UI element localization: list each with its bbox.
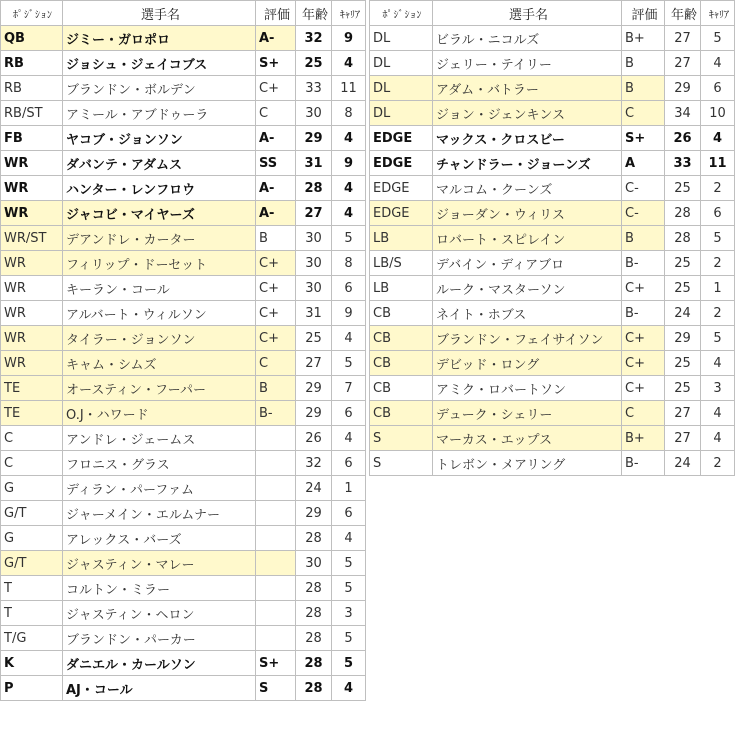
player-name-cell: ジミー・ガロポロ: [63, 26, 256, 51]
age-cell: 33: [296, 76, 332, 101]
table-row: [1, 76, 366, 101]
age-cell: 29: [665, 76, 701, 101]
position-cell: T/G: [1, 626, 63, 651]
position-cell: G: [1, 476, 63, 501]
player-name-cell: ジョン・ジェンキンス: [433, 101, 622, 126]
player-name-cell: ダニエル・カールソン: [63, 651, 256, 676]
age-cell: 27: [665, 51, 701, 76]
table-row: [370, 376, 735, 401]
header-row: [1, 1, 366, 26]
rating-cell: B-: [622, 251, 665, 276]
rating-cell: C: [256, 351, 296, 376]
player-name-cell: ビラル・ニコルズ: [433, 26, 622, 51]
table-row: [1, 626, 366, 651]
table-row: [370, 76, 735, 101]
age-cell: 28: [296, 576, 332, 601]
age-cell: 28: [296, 676, 332, 701]
player-name-cell: デバイン・ディアブロ: [433, 251, 622, 276]
table-row: [1, 451, 366, 476]
position-cell: WR: [1, 201, 63, 226]
career-cell: 4: [701, 126, 735, 151]
table-row: [370, 351, 735, 376]
rating-cell: [256, 551, 296, 576]
career-cell: 6: [332, 501, 366, 526]
table-row: [370, 226, 735, 251]
table-row: [1, 426, 366, 451]
position-cell: TE: [1, 376, 63, 401]
player-name-cell: チャンドラー・ジョーンズ: [433, 151, 622, 176]
career-header: ｷｬﾘｱ: [701, 1, 735, 26]
position-cell: TE: [1, 401, 63, 426]
age-cell: 33: [665, 151, 701, 176]
age-cell: 27: [665, 426, 701, 451]
table-row: [370, 426, 735, 451]
position-cell: CB: [370, 376, 433, 401]
rating-cell: [256, 501, 296, 526]
career-cell: 4: [701, 351, 735, 376]
rating-cell: B: [256, 376, 296, 401]
position-cell: WR: [1, 151, 63, 176]
career-cell: 6: [332, 451, 366, 476]
rating-cell: SS: [256, 151, 296, 176]
position-cell: T: [1, 576, 63, 601]
table-row: [1, 176, 366, 201]
rating-cell: C-: [622, 201, 665, 226]
career-cell: 9: [332, 301, 366, 326]
rating-cell: [256, 476, 296, 501]
position-cell: CB: [370, 326, 433, 351]
rating-cell: S+: [622, 126, 665, 151]
table-row: [370, 201, 735, 226]
career-cell: 4: [332, 126, 366, 151]
rating-cell: A-: [256, 126, 296, 151]
career-cell: 4: [332, 676, 366, 701]
position-cell: DL: [370, 101, 433, 126]
career-cell: 5: [332, 651, 366, 676]
age-cell: 24: [296, 476, 332, 501]
player-name-cell: マックス・クロスビー: [433, 126, 622, 151]
table-row: [1, 126, 366, 151]
rating-cell: [256, 526, 296, 551]
career-cell: 7: [332, 376, 366, 401]
position-cell: WR: [1, 251, 63, 276]
career-cell: 6: [332, 276, 366, 301]
age-cell: 24: [665, 451, 701, 476]
age-cell: 25: [296, 326, 332, 351]
table-row: [1, 601, 366, 626]
age-cell: 25: [665, 351, 701, 376]
rating-cell: [256, 601, 296, 626]
position-cell: C: [1, 451, 63, 476]
rating-cell: [256, 451, 296, 476]
player-name-cell: ジェリー・テイリー: [433, 51, 622, 76]
player-name-cell: アミク・ロバートソン: [433, 376, 622, 401]
player-header: 選手名: [433, 1, 622, 26]
rating-cell: C+: [256, 76, 296, 101]
player-name-cell: オースティン・フーパー: [63, 376, 256, 401]
table-row: [1, 651, 366, 676]
rating-cell: C+: [256, 276, 296, 301]
career-cell: 5: [332, 226, 366, 251]
player-name-cell: フィリップ・ドーセット: [63, 251, 256, 276]
player-name-cell: アダム・バトラー: [433, 76, 622, 101]
rating-cell: B: [622, 51, 665, 76]
age-cell: 25: [296, 51, 332, 76]
player-name-cell: ブランドン・フェイサイソン: [433, 326, 622, 351]
age-cell: 29: [296, 401, 332, 426]
career-cell: 4: [332, 426, 366, 451]
career-cell: 1: [332, 476, 366, 501]
position-cell: RB: [1, 51, 63, 76]
position-cell: DL: [370, 26, 433, 51]
rating-cell: C-: [622, 176, 665, 201]
career-cell: 5: [701, 326, 735, 351]
player-name-cell: デビッド・ロング: [433, 351, 622, 376]
table-row: [1, 226, 366, 251]
rating-cell: C: [622, 401, 665, 426]
table-row: [1, 676, 366, 701]
player-name-cell: ジャコビ・マイヤーズ: [63, 201, 256, 226]
table-row: [1, 26, 366, 51]
position-cell: G/T: [1, 551, 63, 576]
table-row: [1, 551, 366, 576]
rating-cell: S+: [256, 51, 296, 76]
position-cell: LB: [370, 276, 433, 301]
table-row: [370, 326, 735, 351]
player-name-cell: マルコム・クーンズ: [433, 176, 622, 201]
player-name-cell: ジャスティン・マレー: [63, 551, 256, 576]
career-cell: 3: [332, 601, 366, 626]
age-cell: 30: [296, 226, 332, 251]
table-row: [1, 301, 366, 326]
career-cell: 11: [332, 76, 366, 101]
player-name-cell: フロニス・グラス: [63, 451, 256, 476]
position-cell: WR: [1, 301, 63, 326]
position-cell: QB: [1, 26, 63, 51]
career-cell: 5: [332, 351, 366, 376]
age-cell: 31: [296, 151, 332, 176]
player-name-cell: ブランドン・ボルデン: [63, 76, 256, 101]
career-cell: 6: [701, 201, 735, 226]
age-cell: 24: [665, 301, 701, 326]
player-name-cell: キャム・シムズ: [63, 351, 256, 376]
career-cell: 4: [701, 426, 735, 451]
age-cell: 29: [296, 126, 332, 151]
age-cell: 30: [296, 251, 332, 276]
table-row: [1, 476, 366, 501]
age-cell: 30: [296, 551, 332, 576]
rating-header: 評価: [622, 1, 665, 26]
career-cell: 5: [701, 226, 735, 251]
rating-cell: S: [256, 676, 296, 701]
table-row: [1, 526, 366, 551]
header-row: [370, 1, 735, 26]
defense-roster-table: [369, 0, 735, 476]
table-row: [1, 201, 366, 226]
position-cell: DL: [370, 76, 433, 101]
player-name-cell: タイラー・ジョンソン: [63, 326, 256, 351]
career-cell: 8: [332, 101, 366, 126]
age-cell: 28: [296, 651, 332, 676]
age-header: 年齢: [296, 1, 332, 26]
table-row: [370, 26, 735, 51]
rating-cell: C+: [622, 326, 665, 351]
age-cell: 31: [296, 301, 332, 326]
position-cell: EDGE: [370, 151, 433, 176]
age-cell: 28: [296, 176, 332, 201]
age-cell: 27: [296, 201, 332, 226]
career-cell: 6: [701, 76, 735, 101]
rating-cell: B-: [256, 401, 296, 426]
position-cell: FB: [1, 126, 63, 151]
table-row: [1, 576, 366, 601]
career-cell: 8: [332, 251, 366, 276]
offense-roster-table: [0, 0, 366, 701]
table-row: [370, 251, 735, 276]
age-cell: 29: [296, 376, 332, 401]
position-cell: RB: [1, 76, 63, 101]
position-cell: DL: [370, 51, 433, 76]
rating-cell: B+: [622, 26, 665, 51]
player-name-cell: ネイト・ホブス: [433, 301, 622, 326]
age-cell: 32: [296, 451, 332, 476]
position-cell: EDGE: [370, 201, 433, 226]
career-cell: 4: [332, 176, 366, 201]
rating-cell: A-: [256, 201, 296, 226]
age-cell: 27: [296, 351, 332, 376]
player-name-cell: デアンドレ・カーター: [63, 226, 256, 251]
player-name-cell: トレボン・メアリング: [433, 451, 622, 476]
rating-cell: C+: [256, 326, 296, 351]
age-cell: 27: [665, 401, 701, 426]
age-cell: 28: [665, 201, 701, 226]
rating-cell: C+: [256, 301, 296, 326]
rating-cell: C+: [622, 376, 665, 401]
table-row: [1, 501, 366, 526]
rating-cell: B: [622, 226, 665, 251]
rating-cell: A: [622, 151, 665, 176]
position-cell: CB: [370, 301, 433, 326]
player-header: 選手名: [63, 1, 256, 26]
age-cell: 30: [296, 276, 332, 301]
career-cell: 5: [332, 626, 366, 651]
career-cell: 4: [701, 51, 735, 76]
position-cell: EDGE: [370, 176, 433, 201]
rating-header: 評価: [256, 1, 296, 26]
table-row: [370, 126, 735, 151]
career-cell: 5: [332, 551, 366, 576]
career-cell: 5: [701, 26, 735, 51]
age-cell: 32: [296, 26, 332, 51]
career-cell: 2: [701, 176, 735, 201]
rating-cell: B: [622, 76, 665, 101]
age-cell: 28: [296, 601, 332, 626]
career-header: ｷｬﾘｱ: [332, 1, 366, 26]
position-cell: T: [1, 601, 63, 626]
table-row: [370, 101, 735, 126]
position-cell: WR/ST: [1, 226, 63, 251]
position-cell: EDGE: [370, 126, 433, 151]
table-row: [1, 351, 366, 376]
career-cell: 11: [701, 151, 735, 176]
age-cell: 25: [665, 276, 701, 301]
position-cell: WR: [1, 351, 63, 376]
career-cell: 9: [332, 151, 366, 176]
table-row: [1, 51, 366, 76]
table-row: [370, 51, 735, 76]
player-name-cell: ロバート・スピレイン: [433, 226, 622, 251]
table-row: [1, 151, 366, 176]
career-cell: 9: [332, 26, 366, 51]
age-cell: 30: [296, 101, 332, 126]
career-cell: 2: [701, 251, 735, 276]
position-cell: LB/S: [370, 251, 433, 276]
age-cell: 29: [296, 501, 332, 526]
rating-cell: C+: [622, 276, 665, 301]
career-cell: 4: [332, 526, 366, 551]
rating-cell: B+: [622, 426, 665, 451]
table-row: [370, 401, 735, 426]
player-name-cell: ジャーメイン・エルムナー: [63, 501, 256, 526]
position-cell: WR: [1, 176, 63, 201]
age-cell: 25: [665, 376, 701, 401]
rating-cell: C+: [256, 251, 296, 276]
age-cell: 28: [296, 526, 332, 551]
player-name-cell: ディラン・パーファム: [63, 476, 256, 501]
position-cell: G: [1, 526, 63, 551]
rating-cell: B: [256, 226, 296, 251]
table-row: [1, 276, 366, 301]
rating-cell: [256, 626, 296, 651]
table-row: [370, 451, 735, 476]
player-name-cell: O.J・ハワード: [63, 401, 256, 426]
player-name-cell: ヤコブ・ジョンソン: [63, 126, 256, 151]
player-name-cell: アルバート・ウィルソン: [63, 301, 256, 326]
career-cell: 2: [701, 451, 735, 476]
table-row: [1, 101, 366, 126]
table-row: [1, 401, 366, 426]
player-name-cell: デューク・シェリー: [433, 401, 622, 426]
age-cell: 28: [665, 226, 701, 251]
position-header: ﾎﾟｼﾞｼｮﾝ: [1, 1, 63, 26]
career-cell: 4: [332, 326, 366, 351]
position-header: ﾎﾟｼﾞｼｮﾝ: [370, 1, 433, 26]
career-cell: 4: [332, 51, 366, 76]
player-name-cell: ジョシュ・ジェイコブス: [63, 51, 256, 76]
position-cell: WR: [1, 326, 63, 351]
position-cell: CB: [370, 351, 433, 376]
career-cell: 4: [332, 201, 366, 226]
player-name-cell: アミール・アブドゥーラ: [63, 101, 256, 126]
rating-cell: B-: [622, 451, 665, 476]
rating-cell: C: [256, 101, 296, 126]
rating-cell: S+: [256, 651, 296, 676]
table-row: [1, 326, 366, 351]
player-name-cell: ジョーダン・ウィリス: [433, 201, 622, 226]
career-cell: 6: [332, 401, 366, 426]
table-row: [370, 151, 735, 176]
rating-cell: [256, 576, 296, 601]
position-cell: S: [370, 426, 433, 451]
position-cell: LB: [370, 226, 433, 251]
player-name-cell: アレックス・バーズ: [63, 526, 256, 551]
age-header: 年齢: [665, 1, 701, 26]
age-cell: 28: [296, 626, 332, 651]
player-name-cell: ジャスティン・ヘロン: [63, 601, 256, 626]
player-name-cell: アンドレ・ジェームス: [63, 426, 256, 451]
position-cell: K: [1, 651, 63, 676]
player-name-cell: ダバンテ・アダムス: [63, 151, 256, 176]
table-row: [370, 276, 735, 301]
table-row: [370, 176, 735, 201]
player-name-cell: マーカス・エップス: [433, 426, 622, 451]
player-name-cell: AJ・コール: [63, 676, 256, 701]
age-cell: 26: [665, 126, 701, 151]
rating-cell: B-: [622, 301, 665, 326]
career-cell: 1: [701, 276, 735, 301]
player-name-cell: キーラン・コール: [63, 276, 256, 301]
table-row: [370, 301, 735, 326]
player-name-cell: ルーク・マスターソン: [433, 276, 622, 301]
rating-cell: A-: [256, 176, 296, 201]
table-row: [1, 251, 366, 276]
career-cell: 2: [701, 301, 735, 326]
player-name-cell: ハンター・レンフロウ: [63, 176, 256, 201]
position-cell: RB/ST: [1, 101, 63, 126]
age-cell: 29: [665, 326, 701, 351]
position-cell: C: [1, 426, 63, 451]
age-cell: 25: [665, 176, 701, 201]
career-cell: 3: [701, 376, 735, 401]
position-cell: CB: [370, 401, 433, 426]
career-cell: 10: [701, 101, 735, 126]
player-name-cell: ブランドン・パーカー: [63, 626, 256, 651]
rating-cell: [256, 426, 296, 451]
position-cell: WR: [1, 276, 63, 301]
position-cell: P: [1, 676, 63, 701]
player-name-cell: コルトン・ミラー: [63, 576, 256, 601]
age-cell: 34: [665, 101, 701, 126]
position-cell: S: [370, 451, 433, 476]
age-cell: 27: [665, 26, 701, 51]
rating-cell: C: [622, 101, 665, 126]
career-cell: 5: [332, 576, 366, 601]
table-row: [1, 376, 366, 401]
age-cell: 26: [296, 426, 332, 451]
position-cell: G/T: [1, 501, 63, 526]
rating-cell: A-: [256, 26, 296, 51]
career-cell: 4: [701, 401, 735, 426]
rating-cell: C+: [622, 351, 665, 376]
age-cell: 25: [665, 251, 701, 276]
